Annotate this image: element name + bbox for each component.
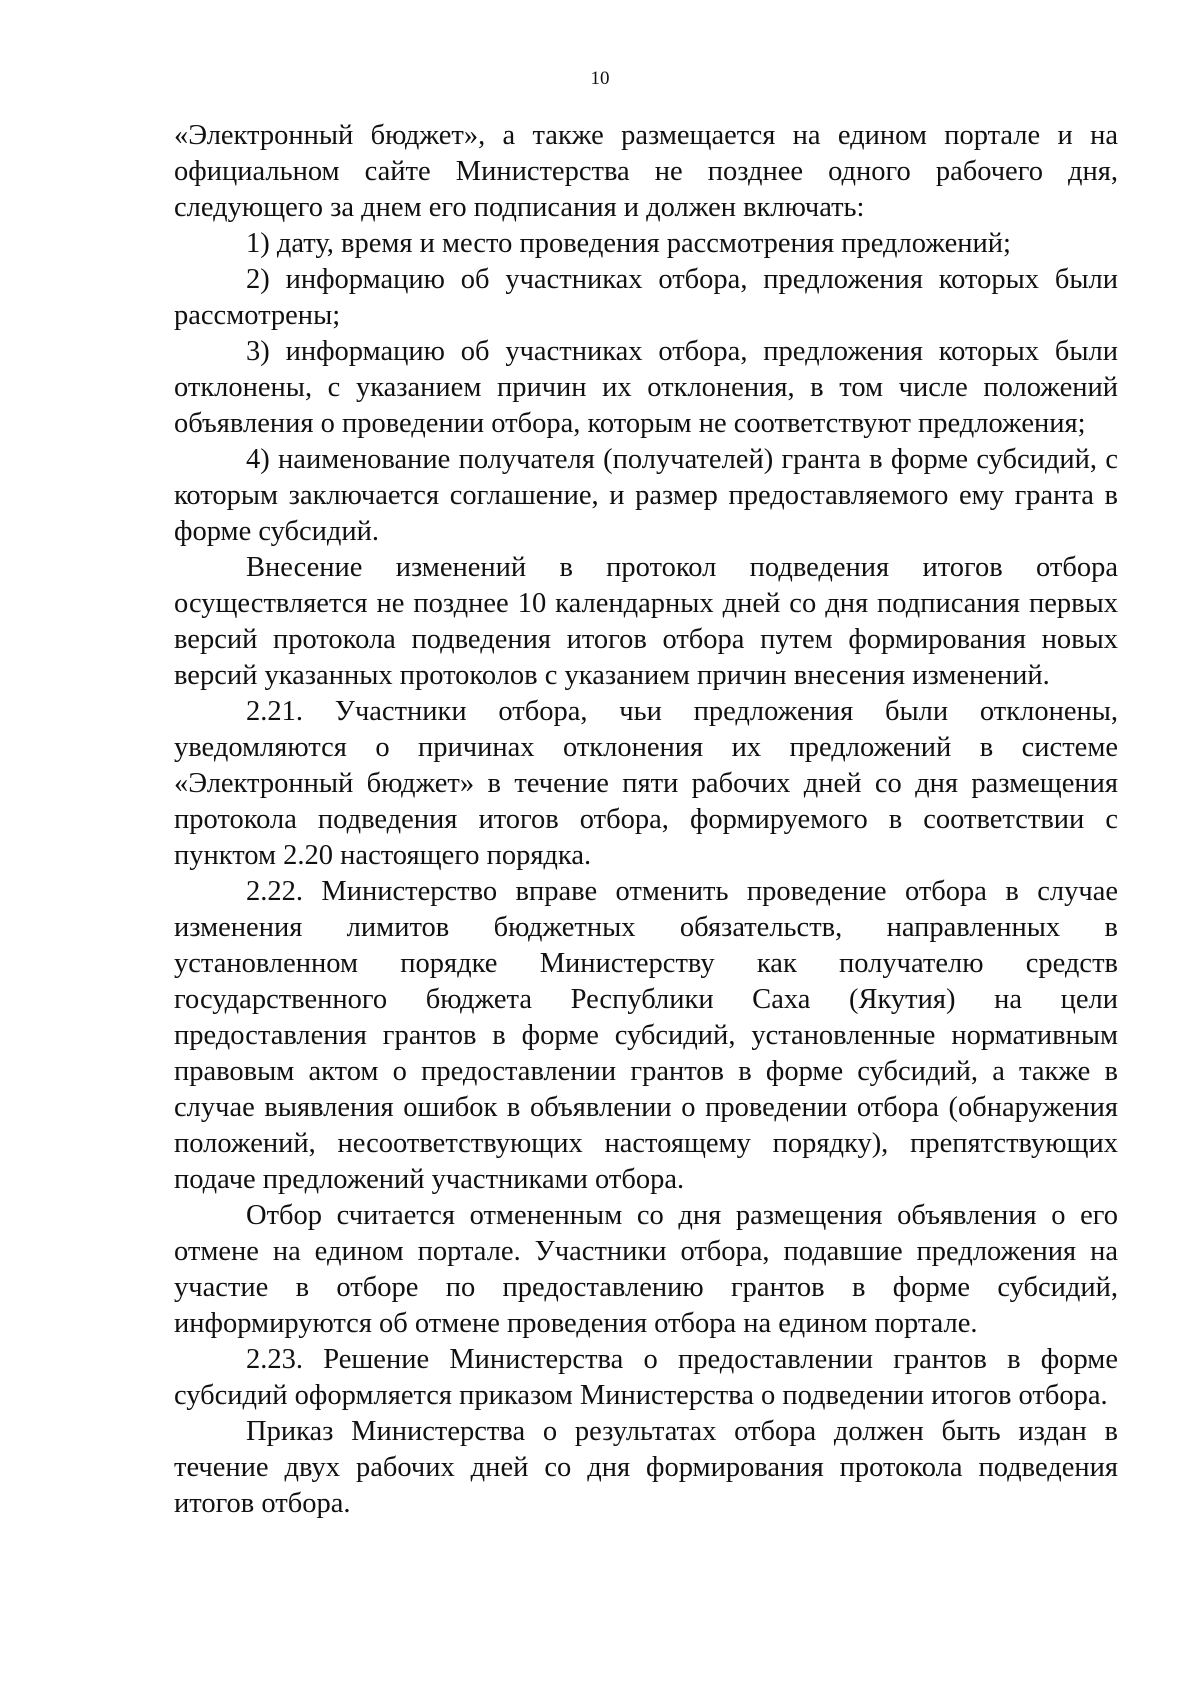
paragraph-clause-2-21: 2.21. Участники отбора, чьи предложения были отклонены, уведомляются о причинах отклонения их предложений в системе «Электронный бюджет» в течение пяти рабочих дней со дня размещения протокола подведения итогов отбора, формируемого в соответствии с пунктом 2.20 настоящего порядка. [174,696,1118,871]
paragraph-order-issuance: Приказ Министерства о результатах отбора должен быть издан в течение двух рабочих дней со дня формирования протокола подведения итогов отбора. [174,1416,1118,1519]
page-number: 10 [590,68,610,89]
list-item-grant-recipient: 4) наименование получателя (получателей) гранта в форме субсидий, с которым заключается соглашение, и размер предоставляемого ему гранта в форме субсидий. [174,444,1118,547]
paragraph-continuation: «Электронный бюджет», а также размещается на едином портале и на официальном сайте Министерства не позднее одного рабочего дня, следующего за днем его подписания и должен включать: [174,120,1118,223]
paragraph-clause-2-22: 2.22. Министерство вправе отменить проведение отбора в случае изменения лимитов бюджетных обязательств, направленных в установленном порядке Министерству как получателю средств государственного бюджета Республики Саха (Якутия) на цели предоставления грантов в форме субсидий, установленные нормативным правовым актом о предоставлении грантов в форме субсидий, а также в случае выявления ошибок в объявлении о проведении отбора (обнаружения положений, несоответствующих настоящему порядку), препятствующих подаче предложений участниками отбора. [174,876,1118,1195]
paragraph-protocol-changes: Внесение изменений в протокол подведения итогов отбора осуществляется не позднее 10 календарных дней со дня подписания первых версий протокола подведения итогов отбора путем формирования новых версий указанных протоколов с указанием причин внесения изменений. [174,552,1118,691]
paragraph-cancellation: Отбор считается отмененным со дня размещения объявления о его отмене на едином портале. Участники отбора, подавшие предложения на участие в отборе по предоставлению грантов в форме субсидий, информируются об отмене проведения отбора на едином портале. [174,1200,1118,1339]
list-item-rejected-participants: 3) информацию об участниках отбора, предложения которых были отклонены, с указанием причин их отклонения, в том числе положений объявления о проведении отбора, которым не соответствуют предложения; [174,336,1118,439]
document-body [174,118,1118,1522]
paragraph-clause-2-23: 2.23. Решение Министерства о предоставлении грантов в форме субсидий оформляется приказом Министерства о подведении итогов отбора. [174,1344,1118,1411]
list-item-considered-participants: 2) информацию об участниках отбора, предложения которых были рассмотрены; [174,264,1118,331]
list-item-date-time-place: 1) дату, время и место проведения рассмотрения предложений; [246,228,1011,259]
